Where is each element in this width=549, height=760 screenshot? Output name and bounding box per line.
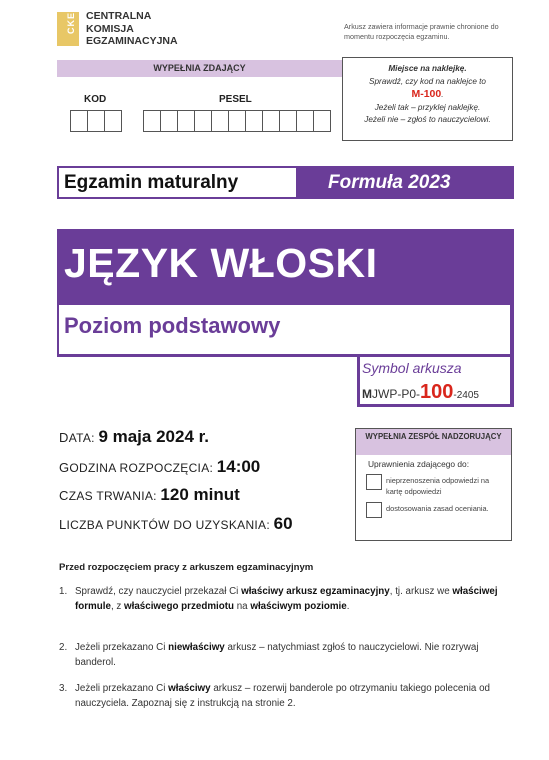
pesel-label: PESEL	[219, 94, 252, 105]
instruction-item: 3. Jeżeli przekazano Ci właściwy arkusz – rozerwij banderole po otrzymaniu takiego polecenia od nauczyciela. Zapoznaj się z instrukcją na stronie 2.	[59, 683, 490, 709]
kod-input-boxes[interactable]	[70, 110, 121, 132]
symbol-code	[362, 381, 479, 404]
logo-mark-text: CKE	[66, 11, 77, 35]
pesel-box[interactable]	[228, 110, 246, 132]
exam-date: DATA: 9 maja 2024 r.	[59, 427, 210, 446]
instruction-item: 1. Sprawdź, czy nauczyciel przekazał Ci właściwy arkusz egzaminacyjny, tj. arkusz we właściwej formule, z właściwego przedmiotu na właściwym poziomie.	[59, 586, 498, 612]
kod-label: KOD	[84, 94, 107, 105]
kod-box[interactable]	[70, 110, 88, 132]
duration: CZAS TRWANIA: 120 minut	[59, 485, 240, 504]
exam-formula: Formuła 2023	[328, 172, 451, 193]
pesel-box[interactable]	[177, 110, 195, 132]
pesel-box[interactable]	[313, 110, 331, 132]
sticker-line1: Sprawdź, czy kod na naklejce to	[369, 76, 486, 86]
sticker-title: Miejsce na naklejkę.	[388, 64, 467, 73]
pesel-box[interactable]	[160, 110, 178, 132]
sticker-area	[342, 57, 513, 141]
symbol-label: Symbol arkusza	[362, 360, 462, 376]
symbol-border	[510, 357, 514, 405]
exam-type: Egzamin maturalny	[59, 168, 296, 197]
instruction-item: 2. Jeżeli przekazano Ci niewłaściwy arkusz – natychmiast zgłoś to nauczycielowi. Nie rozrywaj banderol.	[59, 642, 479, 668]
level-title: Poziom podstawowy	[64, 313, 281, 338]
option2-label: dostosowania zasad oceniania.	[386, 504, 489, 513]
pesel-box[interactable]	[296, 110, 314, 132]
pesel-box[interactable]	[143, 110, 161, 132]
pesel-box[interactable]	[279, 110, 297, 132]
symbol-prefix: JWP-P0-	[372, 387, 420, 401]
logo-line: CENTRALNA	[86, 10, 152, 22]
instructions-title: Przed rozpoczęciem pracy z arkuszem egzaminacyjnym	[59, 562, 314, 573]
pesel-box[interactable]	[211, 110, 229, 132]
sticker-line3: Jeżeli nie – zgłoś to nauczycielowi.	[364, 115, 491, 124]
supervisors-header: WYPEŁNIA ZESPÓŁ NADZORUJĄCY	[356, 429, 511, 455]
kod-box[interactable]	[87, 110, 105, 132]
start-time-value: 14:00	[216, 457, 261, 476]
start-time: GODZINA ROZPOCZĘCIA: 14:00	[59, 457, 261, 476]
symbol-border	[357, 357, 360, 405]
logo-line: KOMISJA	[86, 22, 134, 35]
duration-value: 120 minut	[160, 485, 240, 504]
sticker-line2: Jeżeli tak – przyklej naklejkę.	[374, 102, 481, 112]
option1-label: nieprzenoszenia odpowiedzi na kartę odpowiedzi	[386, 476, 490, 496]
supervisors-subtitle: Uprawnienia zdającego do:	[368, 459, 470, 469]
pesel-input-boxes[interactable]	[143, 110, 330, 132]
symbol-prefix-m: M	[362, 387, 372, 401]
exam-date-value: 9 maja 2024 r.	[98, 427, 210, 446]
kod-box[interactable]	[104, 110, 122, 132]
option2-checkbox[interactable]	[366, 502, 382, 518]
cke-logo	[57, 12, 79, 46]
sticker-code: M-100	[411, 88, 442, 100]
confidential-info: Arkusz zawiera informacje prawnie chronione do momentu rozpoczęcia egzaminu.	[344, 22, 499, 41]
pesel-box[interactable]	[262, 110, 280, 132]
max-points-value: 60	[273, 514, 293, 533]
pesel-box[interactable]	[194, 110, 212, 132]
symbol-suffix: -2405	[453, 390, 479, 401]
max-points: LICZBA PUNKTÓW DO UZYSKANIA: 60	[59, 514, 293, 533]
fill-by-candidate-header: WYPEŁNIA ZDAJĄCY	[57, 60, 342, 77]
option1-checkbox[interactable]	[366, 474, 382, 490]
subject-title: JĘZYK WŁOSKI	[64, 240, 378, 286]
pesel-box[interactable]	[245, 110, 263, 132]
symbol-border	[357, 404, 514, 407]
symbol-number: 100	[420, 381, 454, 403]
logo-text	[86, 10, 178, 48]
sticker-code-suffix: .	[441, 90, 444, 99]
logo-line: EGZAMINACYJNA	[86, 35, 178, 47]
